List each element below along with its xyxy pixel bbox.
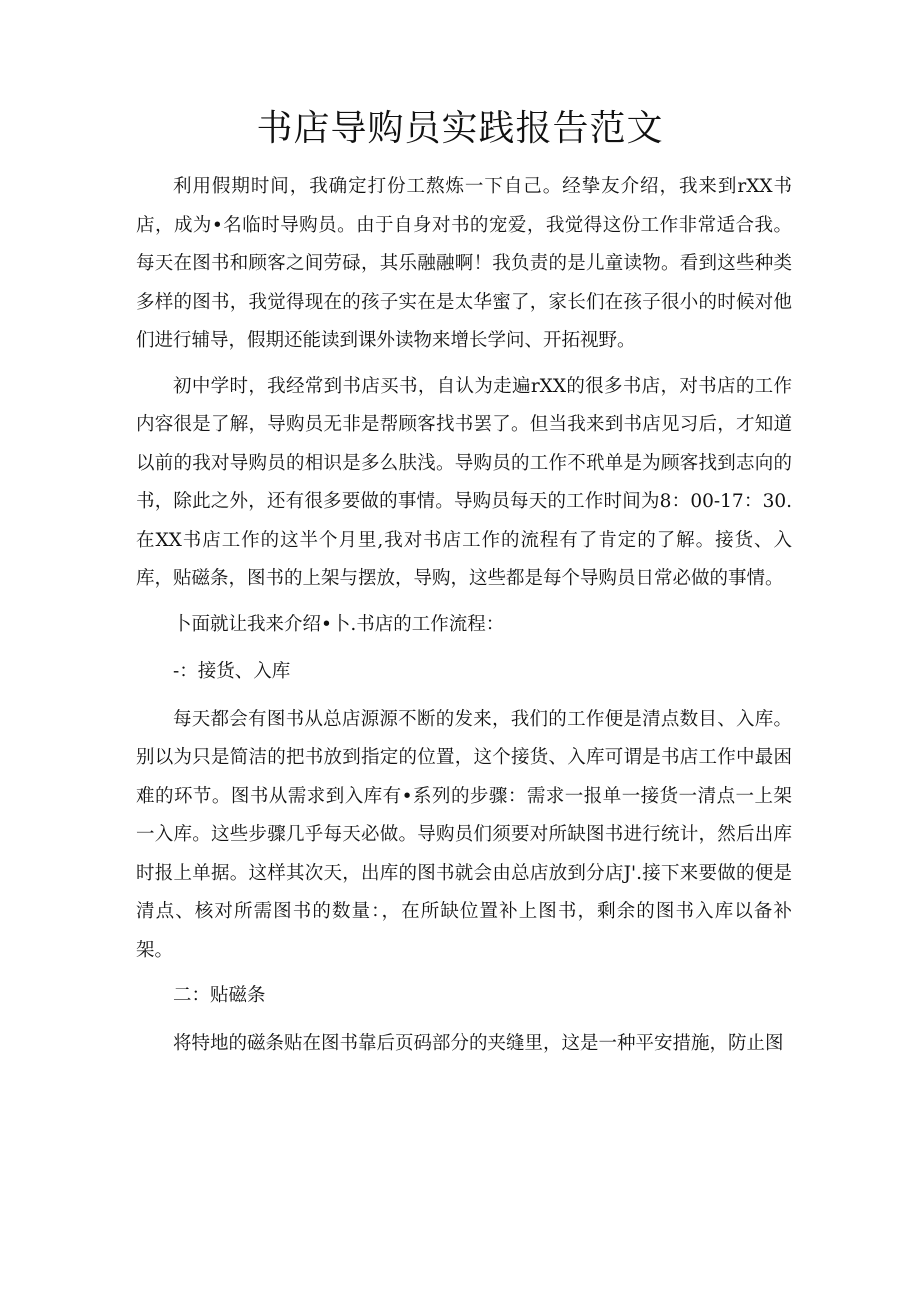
paragraph-magnetic-strip: 将特地的磁条贴在图书靠后页码部分的夹缝里，这是一种平安措施，防止图 (173, 1032, 784, 1054)
paragraph-workflow-intro: 卜面就让我来介绍•卜.书店的工作流程： (173, 613, 505, 635)
section-heading-magnetic-strip: 二：贴磁条 (173, 985, 266, 1006)
document-body (136, 168, 792, 1070)
section-heading-receiving: -：接货、入库 (173, 661, 291, 682)
paragraph-experience: 初中学时，我经常到书店买书，自认为走遍rXX的很多书店，对书店的工作内容很是了解，导购员无非是帮顾客找书罢了。但当我来到书店见习后，才知道以前的我对导购员的相识是多么肤浅。导购员的工作不玳单是为顾客找到志向的书，除此之外，还有很多要做的事情。导购员每天的工作时间为8：00-17：30.在XX书店工作的这半个月里,我对书店工作的流程有了肯定的了解。接货、入库，贴磁条，图书的上架与摆放，导购，这些都是每个导购员日常必做的事情。 (136, 375, 792, 589)
paragraph-receiving: 每天都会有图书从总店源源不断的发来，我们的工作便是清点数目、入库。别以为只是简洁的把书放到指定的位置，这个接货、入库可谓是书店工作中最困难的环节。图书从需求到入库有•系列的步骤：需求一报单一接货一清点一上架一入库。这些步骤几乎每天必做。导购员们须要对所缺图书进行统计，然后出库时报上单据。这样其次天，出库的图书就会由总店放到分店J'.接下来要做的便是清点、核对所需图书的数量：，在所缺位置补上图书，剩余的图书入库以备补架。 (136, 708, 792, 961)
paragraph-intro: 利用假期时间，我确定打份工熬炼一下自己。经挚友介绍，我来到rXX书店，成为•名临时导购员。由于自身对书的宠爱，我觉得这份工作非常适合我。每天在图书和顾客之间劳碌，其乐融融啊！我负责的是儿童读物。看到这些种类多样的图书，我觉得现在的孩子实在是太华蜜了，家长们在孩子很小的时候对他们进行辅导，假期还能读到课外读物来增长学问、开拓视野。 (136, 176, 792, 351)
document-title: 书店导购员实践报告范文 (256, 108, 664, 149)
